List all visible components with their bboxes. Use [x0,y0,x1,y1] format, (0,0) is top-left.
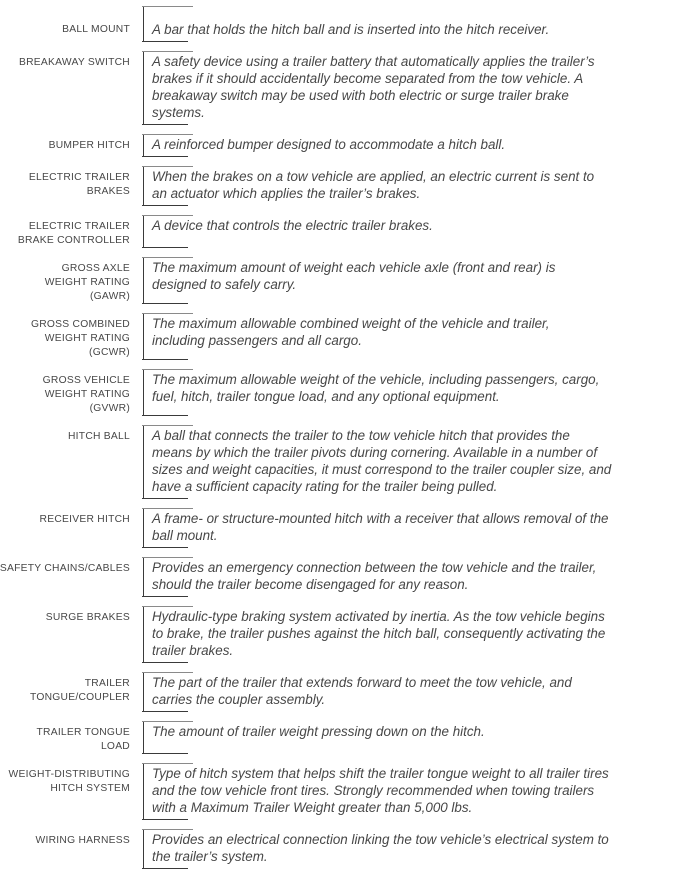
term-line: HITCH BALL [67,431,130,442]
term-line: WEIGHT RATING [44,333,130,344]
glossary-row [0,369,688,416]
term-line: BALL MOUNT [62,24,130,35]
glossary-row [0,134,688,157]
glossary-definition-cell [143,425,688,499]
glossary-definition-text [152,217,674,234]
glossary-definition-cell [143,369,688,416]
glossary-term [0,606,130,663]
term-line: HITCH SYSTEM [50,783,130,794]
glossary-term [0,829,130,869]
term-line: WIRING HARNESS [35,835,130,846]
term-line: RECEIVER HITCH [39,514,130,525]
glossary-definition-cell [143,313,688,360]
glossary-definition-text [152,723,674,740]
term-line: SAFETY CHAINS/CABLES [0,563,130,574]
definition-line: When the brakes on a tow vehicle are applied, an electric current is sent to [152,169,595,184]
glossary-term [0,369,130,416]
definition-line: A bar that holds the hitch ball and is inserted into the hitch receiver. [152,22,550,37]
cell-top-border [142,313,193,314]
term-line: ELECTRIC TRAILER [28,221,130,232]
cell-bottom-border [142,662,188,663]
definition-line: A device that controls the electric trailer brakes. [152,218,433,233]
cell-top-border [142,51,193,52]
glossary-row [0,51,688,125]
glossary-term [0,51,130,125]
term-line: BRAKES [86,186,130,197]
definition-line: A ball that connects the trailer to the tow vehicle hitch that provides the [152,428,570,443]
term-line: (GCWR) [89,347,130,358]
cell-bottom-border [142,303,188,304]
cell-bottom-border [142,868,188,869]
glossary-term [0,6,130,42]
glossary-definition-cell [143,134,688,157]
glossary-term [0,508,130,548]
glossary-definition-cell [143,763,688,820]
glossary-definition-text [152,559,674,593]
definition-line: The maximum allowable weight of the vehicle, including passengers, cargo, [152,372,600,387]
cell-top-border [142,508,193,509]
cell-top-border [142,166,193,167]
glossary-row [0,313,688,360]
term-line: GROSS VEHICLE [42,375,130,386]
glossary-definition-cell [143,51,688,125]
definition-line: A reinforced bumper designed to accommodate a hitch ball. [152,137,506,152]
cell-top-border [142,257,193,258]
definition-line: an actuator which applies the trailer’s brakes. [152,186,421,201]
term-line: TRAILER [84,678,130,689]
definition-line: and the tow vehicle front tires. Strongly recommended when towing trailers [152,783,595,798]
definition-line: systems. [152,105,205,120]
glossary-term [0,313,130,360]
term-line: TRAILER TONGUE [36,727,130,738]
glossary-term [0,763,130,820]
cell-bottom-border [142,41,188,42]
glossary-definition-text [152,168,674,202]
glossary-definition-cell [143,606,688,663]
definition-line: A safety device using a trailer battery that automatically applies the trailer’s [152,54,595,69]
glossary-row [0,6,688,42]
definition-line: means by which the trailer pivots during cornering. Available in a number of [152,445,598,460]
term-line: GROSS AXLE [61,263,130,274]
glossary-row [0,215,688,248]
definition-line: The part of the trailer that extends forward to meet the tow vehicle, and [152,675,572,690]
definition-line: to brake, the trailer pushes against the hitch ball, consequently activating the [152,626,606,641]
glossary-definition-text [152,674,674,708]
glossary-row [0,829,688,869]
term-line: (GVWR) [89,403,130,414]
term-line: BRAKE CONTROLLER [17,235,130,246]
glossary-definition-cell [143,829,688,869]
cell-bottom-border [142,819,188,820]
glossary-definition-cell [143,557,688,597]
definition-line: including passengers and all cargo. [152,333,362,348]
glossary-definition-text [152,53,674,121]
definition-line: The maximum amount of weight each vehicle axle (front and rear) is [152,260,556,275]
glossary-row [0,557,688,597]
definition-line: carries the coupler assembly. [152,692,326,707]
glossary-definition-text [152,259,674,293]
cell-top-border [142,557,193,558]
cell-bottom-border [142,247,188,248]
cell-top-border [142,829,193,830]
glossary-definition-text [152,510,674,544]
cell-bottom-border [142,596,188,597]
glossary-row [0,166,688,206]
glossary-definition-text [152,427,674,495]
term-line: BREAKAWAY SWITCH [19,57,130,68]
definition-line: The maximum allowable combined weight of the vehicle and trailer, [152,316,550,331]
glossary-definition-text [152,608,674,659]
definition-line: should the trailer become disengaged for any reason. [152,577,469,592]
glossary-row [0,763,688,820]
definition-line: Provides an emergency connection between the tow vehicle and the trailer, [152,560,597,575]
cell-top-border [142,369,193,370]
glossary-row [0,425,688,499]
cell-top-border [142,6,193,7]
cell-bottom-border [142,156,188,157]
definition-line: fuel, hitch, trailer tongue load, and any optional equipment. [152,389,500,404]
cell-bottom-border [142,753,188,754]
term-line: TONGUE/COUPLER [29,692,130,703]
definition-line: Hydraulic-type braking system activated by inertia. As the tow vehicle begins [152,609,605,624]
glossary-definition-cell [143,257,688,304]
glossary-term [0,425,130,499]
glossary-row [0,257,688,304]
term-line: WEIGHT RATING [44,277,130,288]
definition-line: ball mount. [152,528,218,543]
definition-line: the trailer’s system. [152,849,268,864]
cell-top-border [142,134,193,135]
glossary-term [0,215,130,248]
glossary-definition-cell [143,6,688,42]
definition-line: sizes and weight capacities, it must correspond to the trailer coupler size, and [152,462,612,477]
term-line: WEIGHT RATING [44,389,130,400]
cell-bottom-border [142,124,188,125]
cell-top-border [142,721,193,722]
cell-top-border [142,606,193,607]
glossary-term [0,166,130,206]
glossary-definition-cell [143,215,688,248]
glossary-definition-text [152,831,674,865]
definition-line: designed to safely carry. [152,277,297,292]
glossary-term [0,721,130,754]
glossary-definition-text [152,136,674,153]
term-line: ELECTRIC TRAILER [28,172,130,183]
glossary-definition-text [152,315,674,349]
glossary-term [0,672,130,712]
glossary-term [0,257,130,304]
definition-line: Provides an electrical connection linking the tow vehicle’s electrical system to [152,832,609,847]
term-line: (GAWR) [89,291,130,302]
definition-line: brakes if it should accidentally become separated from the tow vehicle. A [152,71,584,86]
glossary-term [0,134,130,157]
glossary-row [0,606,688,663]
definition-line: A frame- or structure-mounted hitch with a receiver that allows removal of the [152,511,609,526]
cell-bottom-border [142,415,188,416]
cell-bottom-border [142,205,188,206]
term-line: BUMPER HITCH [48,140,130,151]
glossary-definition-text [152,371,674,405]
definition-line: Type of hitch system that helps shift the trailer tongue weight to all trailer tires [152,766,609,781]
cell-top-border [142,763,193,764]
cell-top-border [142,215,193,216]
term-line: SURGE BRAKES [45,612,130,623]
cell-bottom-border [142,498,188,499]
glossary-row [0,721,688,754]
definition-line: trailer brakes. [152,643,234,658]
cell-bottom-border [142,711,188,712]
definition-line: with a Maximum Trailer Weight greater than 5,000 lbs. [152,800,473,815]
definition-line: breakaway switch may be used with both electric or surge trailer brake [152,88,569,103]
glossary-row [0,508,688,548]
definition-line: have a sufficient capacity rating for the trailer being pulled. [152,479,498,494]
term-line: WEIGHT-DISTRIBUTING [8,769,130,780]
cell-top-border [142,672,193,673]
glossary-definition-cell [143,166,688,206]
cell-bottom-border [142,359,188,360]
cell-bottom-border [142,547,188,548]
glossary-row [0,672,688,712]
glossary-definition-text [152,21,674,38]
definition-line: The amount of trailer weight pressing down on the hitch. [152,724,485,739]
glossary-term [0,557,130,597]
glossary-definition-cell [143,672,688,712]
cell-top-border [142,425,193,426]
glossary-table [0,6,688,869]
glossary-definition-text [152,765,674,816]
term-line: GROSS COMBINED [30,319,130,330]
glossary-definition-cell [143,721,688,754]
term-line: LOAD [100,741,130,752]
glossary-definition-cell [143,508,688,548]
